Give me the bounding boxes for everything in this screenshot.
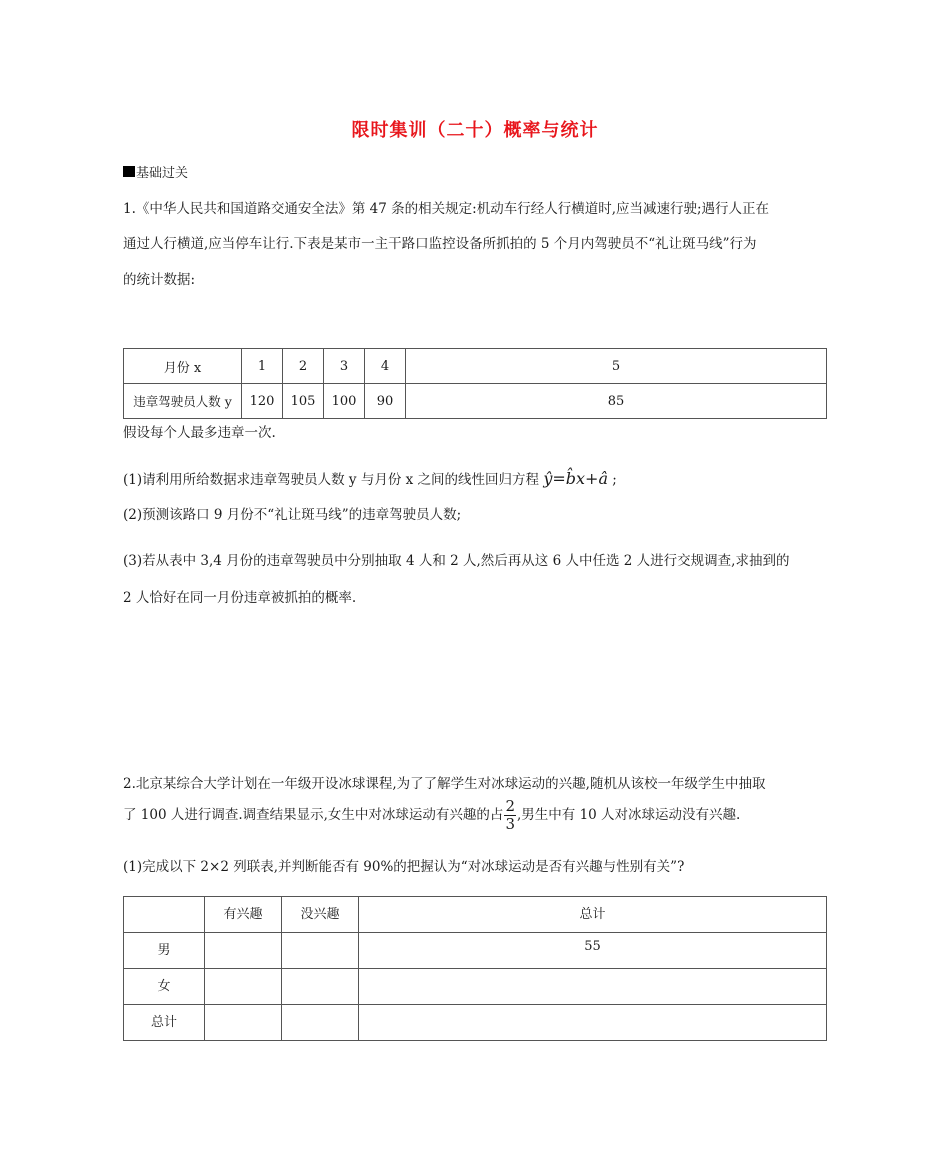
q2-row-label: 总计 <box>124 1005 205 1041</box>
q1-count-cell: 120 <box>242 384 283 419</box>
q1-part-3-line-1: (3)若从表中 3,4 月份的违章驾驶员中分别抽取 4 人和 2 人,然后再从这 6 人中任选 2 人进行交规调查,求抽到的 <box>123 553 790 569</box>
q1-part-2: (2)预测该路口 9 月份不“礼让斑马线”的违章驾驶员人数; <box>123 507 462 523</box>
page-title: 限时集训（二十）概率与统计 <box>351 120 599 141</box>
q1-row-label-month: 月份 x <box>124 349 242 384</box>
q2-header-cell: 没兴趣 <box>282 897 359 933</box>
section-label: 基础过关 <box>136 166 189 181</box>
q2-header-cell: 总计 <box>359 897 827 933</box>
table-row <box>124 933 827 969</box>
q2-cell <box>205 969 282 1005</box>
fraction-numerator: 2 <box>505 797 515 815</box>
q1-month-cell: 3 <box>324 349 365 384</box>
q1-part-3-line-2: 2 人恰好在同一月份违章被抓拍的概率. <box>123 590 357 606</box>
table-row <box>124 1005 827 1041</box>
q2-contingency-table <box>123 896 827 1041</box>
q2-cell <box>282 1005 359 1041</box>
q1-month-cell: 5 <box>406 349 827 384</box>
q2-cell: 55 <box>359 933 827 969</box>
q2-line-2-pre: 了 100 人进行调查.调查结果显示,女生中对冰球运动有兴趣的占 <box>123 807 504 823</box>
q2-cell <box>282 969 359 1005</box>
q1-assumption: 假设每个人最多违章一次. <box>123 425 276 441</box>
q2-header-cell: 有兴趣 <box>205 897 282 933</box>
q1-line-3: 的统计数据: <box>123 272 196 288</box>
table-row <box>124 897 827 933</box>
regression-equation: ŷ=b̂x+â <box>543 469 608 488</box>
q1-month-cell: 2 <box>283 349 324 384</box>
q2-cell <box>359 969 827 1005</box>
q1-line-1: 1.《中华人民共和国道路交通安全法》第 47 条的相关规定:机动车行经人行横道时,应当减速行驶;遇行人正在 <box>123 201 770 217</box>
q1-part-1-text: (1)请利用所给数据求违章驾驶员人数 y 与月份 x 之间的线性回归方程 <box>123 472 540 488</box>
q1-part-1-end: ; <box>612 472 617 488</box>
q2-line-1: 2.北京某综合大学计划在一年级开设冰球课程,为了了解学生对冰球运动的兴趣,随机从该校一年级学生中抽取 <box>123 776 766 792</box>
table-row <box>124 384 827 419</box>
q2-header-cell <box>124 897 205 933</box>
fraction <box>504 798 516 833</box>
q2-cell <box>359 1005 827 1041</box>
q1-count-cell: 90 <box>365 384 406 419</box>
q1-count-cell: 105 <box>283 384 324 419</box>
q1-count-cell: 100 <box>324 384 365 419</box>
q2-cell <box>205 933 282 969</box>
table-row <box>124 349 827 384</box>
q1-count-cell: 85 <box>406 384 827 419</box>
q1-data-table <box>123 348 827 419</box>
table-row <box>124 969 827 1005</box>
fraction-denominator: 3 <box>505 815 515 833</box>
q1-month-cell: 1 <box>242 349 283 384</box>
q2-row-label: 女 <box>124 969 205 1005</box>
q1-month-cell: 4 <box>365 349 406 384</box>
q2-row-label: 男 <box>124 933 205 969</box>
square-bullet-icon <box>123 166 135 177</box>
q1-part-1 <box>123 469 617 490</box>
q1-line-2: 通过人行横道,应当停车让行.下表是某市一主干路口监控设备所抓拍的 5 个月内驾驶员不“礼让斑马线”行为 <box>123 236 757 252</box>
section-heading <box>123 162 188 181</box>
q2-line-2 <box>123 798 740 833</box>
q2-part-1: (1)完成以下 2×2 列联表,并判断能否有 90%的把握认为“对冰球运动是否有兴趣与性别有关”? <box>123 859 685 875</box>
q2-cell <box>282 933 359 969</box>
q2-cell <box>205 1005 282 1041</box>
q2-line-2-post: ,男生中有 10 人对冰球运动没有兴趣. <box>516 807 741 823</box>
q1-row-label-count: 违章驾驶员人数 y <box>124 384 242 419</box>
